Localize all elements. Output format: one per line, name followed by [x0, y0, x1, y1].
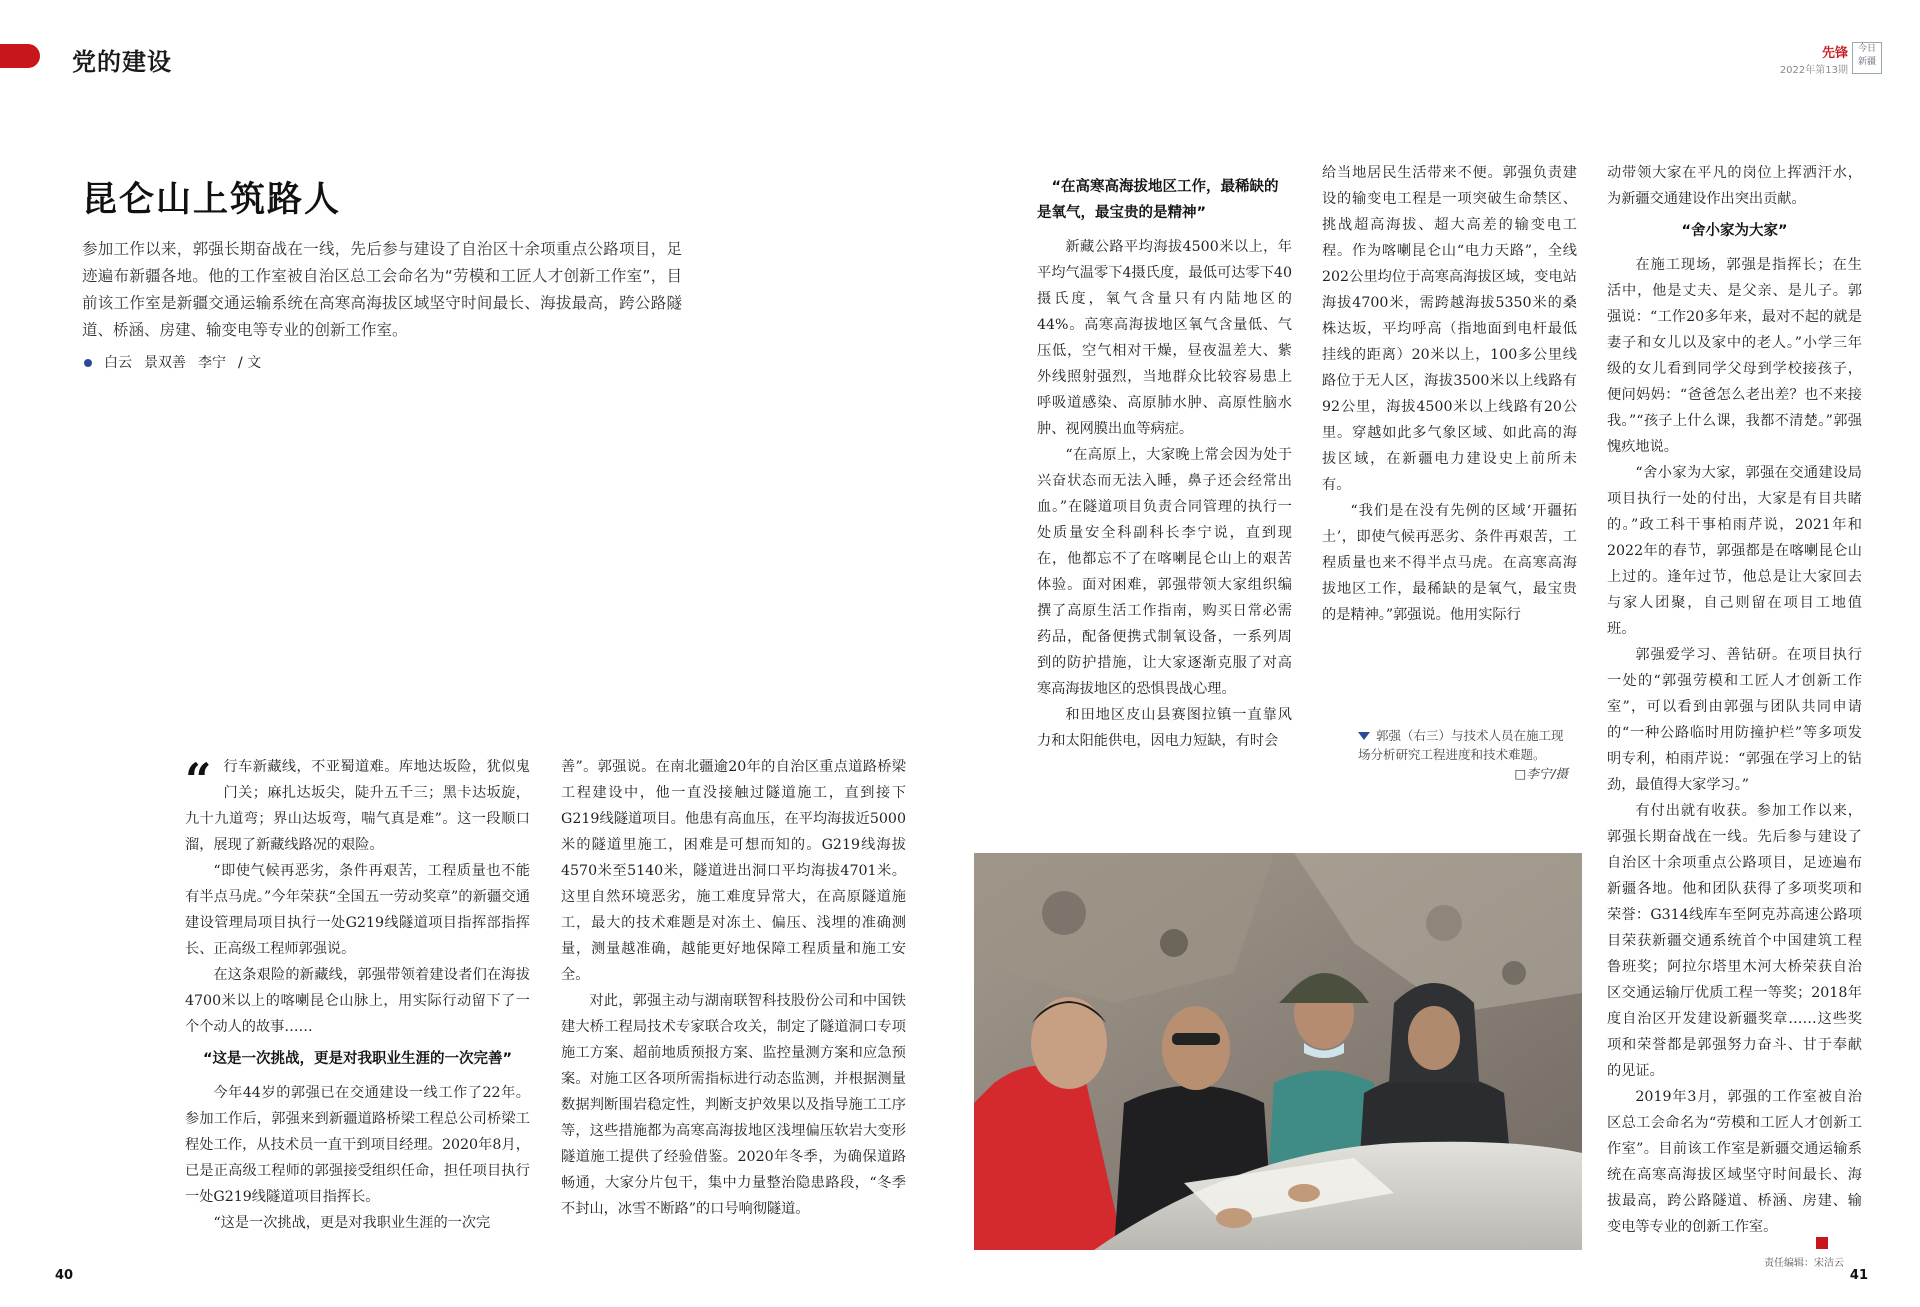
- subheading: “舍小家为大家”: [1681, 223, 1788, 239]
- caption-arrow-icon: [1358, 732, 1370, 740]
- paragraph: “即使气候再恶劣，条件再艰苦，工程质量也不能有半点马虎。”今年荣获“全国五一劳动奖章”的新疆交通建设管理局项目执行一处G219线隧道项目指挥部指挥长、正高级工程师郭强说。: [185, 863, 530, 957]
- paragraph: “在高原上，大家晚上常会因为处于兴奋状态而无法入睡，鼻子还会经常出血。”在隧道项目负责合同管理的执行一处质量安全科副科长李宁说，直到现在，他都忘不了在喀喇昆仑山上的艰苦体验。面对困难，郭强带领大家组织编撰了高原生活工作指南，购买日常必需药品，配备便携式制氧设备，一系列周到的防护措施，让大家逐渐克服了对高寒高海拔地区的恐惧畏战心理。: [1037, 447, 1292, 697]
- author-name: 景双善: [144, 355, 186, 371]
- section-tab: [0, 44, 40, 68]
- article-title: 昆仑山上筑路人: [82, 180, 342, 220]
- paragraph: “舍小家为大家，郭强在交通建设局项目执行一处的付出，大家是有目共睹的。”政工科干事柏雨芹说，2021年和2022年的春节，郭强都是在喀喇昆仑山上过的。逢年过节，他总是让大家回去与家人团聚，自己则留在项目工地值班。: [1607, 465, 1862, 637]
- photo-illustration: [974, 853, 1582, 1250]
- paragraph: 在这条艰险的新藏线，郭强带领着建设者们在海拔4700米以上的喀喇昆仑山脉上，用实际行动留下了一个个动人的故事……: [185, 967, 530, 1035]
- photo-caption: 郭强（右三）与技术人员在施工现场分析研究工程进度和技术难题。 □李宁/摄: [1358, 728, 1568, 781]
- text-column-5: [1607, 160, 1862, 1240]
- paragraph: 和田地区皮山县赛图拉镇一直靠风力和太阳能供电，因电力短缺，有时会: [1037, 707, 1292, 749]
- end-mark-icon: [1816, 1237, 1828, 1249]
- paragraph: 新藏公路平均海拔4500米以上，年平均气温零下4摄氏度，最低可达零下40摄氏度，氧气含量只有内陆地区的44%。高寒高海拔地区氧气含量低、气压低，空气相对干燥，昼夜温差大、紫外线照射强烈，当地群众比较容易患上呼吸道感染、高原肺水肿、高原性脑水肿、视网膜出血等病症。: [1037, 239, 1292, 437]
- paragraph: 在施工现场，郭强是指挥长；在生活中，他是丈夫、是父亲、是儿子。郭强说：“工作20多年来，最对不起的就是妻子和女儿以及家中的老人。”小学三年级的女儿看到同学父母到学校接孩子，便问妈妈：“爸爸怎么老出差？也不来接我。”“孩子上什么课，我都不清楚。”郭强愧疚地说。: [1607, 257, 1862, 455]
- text-column-3: [1037, 174, 1292, 754]
- masthead: [1780, 42, 1882, 76]
- section-title: 党的建设: [72, 47, 172, 76]
- brand-badge: 今日 新疆: [1852, 42, 1882, 74]
- paragraph: 对此，郭强主动与湖南联智科技股份公司和中国铁建大桥工程局技术专家联合攻关，制定了隧道洞口专项施工方案、超前地质预报方案、监控量测方案和应急预案。对施工区各项所需指标进行动态监测，并根据测量数据判断围岩稳定性，判断支护效果以及指导施工工序等，这些措施都为高寒高海拔地区浅埋偏压软岩大变形隧道施工提供了经验借鉴。2020年冬季，为确保道路畅通，大家分片包干，集中力量整治隐患路段，“冬季不封山，冰雪不断路”的口号响彻隧道。: [561, 993, 906, 1217]
- byline: [84, 352, 273, 372]
- quote-mark-icon: “: [185, 753, 212, 807]
- issue-label: 2022年第13期: [1779, 65, 1848, 76]
- paragraph: 今年44岁的郭强已在交通建设一线工作了22年。参加工作后，郭强来到新疆道路桥梁工程总公司桥梁工程处工作，从技术员一直干到项目经理。2020年8月，已是正高级工程师的郭强接受组织任命，担任项目执行一处G219线隧道项目指挥长。: [185, 1085, 530, 1205]
- text-column-4: [1322, 160, 1577, 628]
- paragraph: 有付出就有收获。参加工作以来，郭强长期奋战在一线。先后参与建设了自治区十余项重点公路项目，足迹遍布新疆各地。他和团队获得了多项奖项和荣誉：G314线库车至阿克苏高速公路项目荣获新疆交通系统首个中国建筑工程鲁班奖；阿拉尔塔里木河大桥荣获自治区交通运输厅优质工程一等奖；2018年度自治区开发建设新疆奖章……这些奖项和荣誉都是郭强努力奋斗、甘于奉献的见证。: [1607, 803, 1862, 1079]
- author-suffix: / 文: [238, 355, 262, 371]
- paragraph: 善”。郭强说。在南北疆逾20年的自治区重点道路桥梁工程建设中，他一直没接触过隧道施工，直到接下G219线隧道项目。他患有高血压，在平均海拔近5000米的隧道里施工，困难是可想而知的。G219线海拔4570米至5140米，隧道进出洞口平均海拔4701米。这里自然环境恶劣，施工难度异常大，在高原隧道施工，最大的技术难题是对冻土、偏压、浅埋的准确测量，测量越准确，越能更好地保障工程质量和施工安全。: [561, 759, 906, 983]
- page-number-right: 41: [1849, 1268, 1868, 1283]
- text-column-2: [561, 754, 906, 1222]
- paragraph: 给当地居民生活带来不便。郭强负责建设的输变电工程是一项突破生命禁区、挑战超高海拔、超大高差的输变电工程。作为喀喇昆仑山“电力天路”，全线202公里均位于高寒高海拔区域，变电站海拔4700米，需跨越海拔5350米的桑株达坂，平均呼高（指地面到电杆最低挂线的距离）20米以上，100多公里线路位于无人区，海拔3500米以上线路有92公里，海拔4500米以上线路有20公里。穿越如此多气象区域、如此高的海拔区域，在新疆电力建设史上前所未有。: [1322, 165, 1577, 493]
- photo-credit: □李宁/摄: [1514, 766, 1568, 781]
- editor-credit: 责任编辑：宋洁云: [1764, 1258, 1844, 1269]
- subheading: “这是一次挑战，更是对我职业生涯的一次完善”: [202, 1051, 513, 1067]
- paragraph: “我们是在没有先例的区域‘开疆拓土’，即使气候再恶劣、条件再艰苦，工程质量也来不得半点马虎。在高寒高海拔地区工作，最稀缺的是氧气，最宝贵的是精神。”郭强说。他用实际行: [1322, 503, 1577, 623]
- page-number-left: 40: [55, 1268, 74, 1283]
- text-column-1: [185, 754, 530, 1236]
- paragraph: 郭强爱学习、善钻研。在项目执行一处的“郭强劳模和工匠人才创新工作室”，可以看到由郭强与团队共同申请的“一种公路临时用防撞护栏”等多项发明专利，柏雨芹说：“郭强在学习上的钻劲，最值得大家学习。”: [1607, 647, 1862, 793]
- author-name: 李宁: [198, 355, 226, 371]
- article-lead: 参加工作以来，郭强长期奋战在一线，先后参与建设了自治区十余项重点公路项目，足迹遍布新疆各地。他的工作室被自治区总工会命名为“劳模和工匠人才创新工作室”，目前该工作室是新疆交通运输系统在高寒高海拔区域坚守时间最长、海拔最高，跨公路隧道、桥涵、房建、输变电等专业的创新工作室。: [82, 240, 682, 339]
- bullet-icon: [84, 359, 92, 367]
- author-name: 白云: [104, 355, 132, 371]
- opening-quote: “ 行车新藏线，不亚蜀道难。库地达坂险，犹似鬼门关；麻扎达坂尖，陡升五千三；黑卡达坂旋，九十九道弯；界山达坂弯，喘气真是难”。这一段顺口溜，展现了新藏线路况的艰险。: [185, 753, 530, 853]
- brand-name: 先锋: [1821, 46, 1848, 61]
- article-photo: [974, 853, 1582, 1250]
- paragraph: 2019年3月，郭强的工作室被自治区总工会命名为“劳模和工匠人才创新工作室”。目前该工作室是新疆交通运输系统在高寒高海拔区域坚守时间最长、海拔最高，跨公路隧道、桥涵、房建、输变电等专业的创新工作室。: [1607, 1089, 1862, 1235]
- paragraph: 动带领大家在平凡的岗位上挥洒汗水，为新疆交通建设作出突出贡献。: [1607, 165, 1862, 207]
- paragraph: “这是一次挑战，更是对我职业生涯的一次完: [213, 1215, 491, 1231]
- subheading: “在高寒高海拔地区工作，最稀缺的是氧气，最宝贵的是精神”: [1037, 179, 1279, 221]
